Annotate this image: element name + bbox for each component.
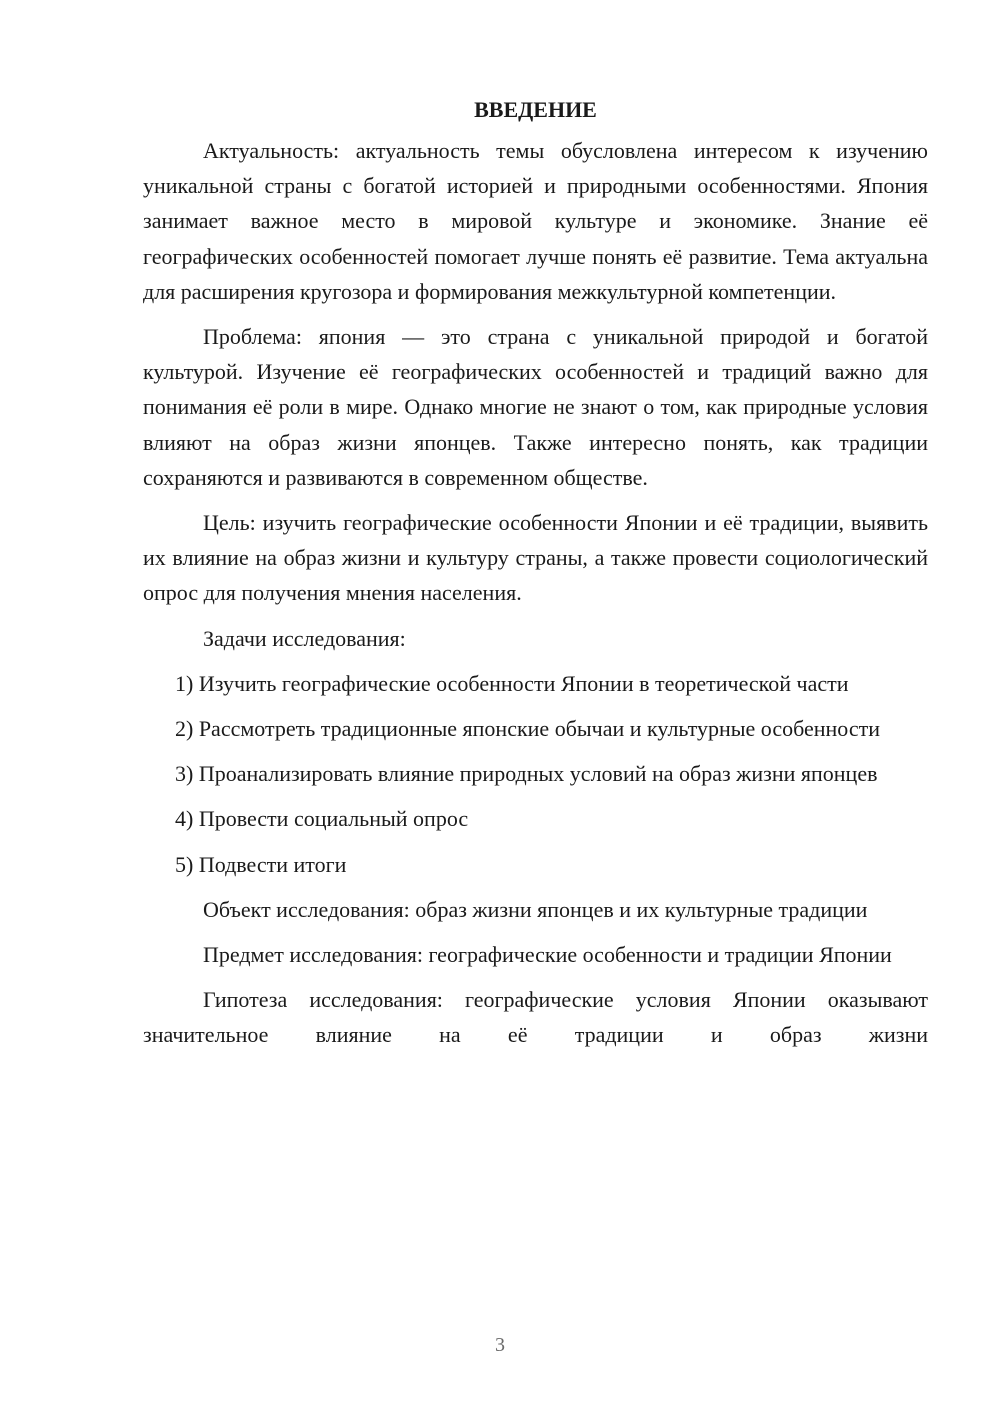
- tasks-heading: Задачи исследования:: [203, 625, 406, 651]
- paragraph-relevance: Актуальность: актуальность темы обусловлена интересом к изучению уникальной страны с богатой историей и природными особенностями. Япония занимает важное место в мировой культуре и экономике. Знание её географических особенностей помогает лучше понять её развитие. Тема актуальна для расширения кругозора и формирования межкультурной компетенции.: [143, 138, 928, 304]
- page-number: 3: [495, 1334, 505, 1356]
- paragraph-problem: Проблема: япония — это страна с уникальной природой и богатой культурой. Изучение её географических особенностей и традиций важно для понимания её роли в мире. Однако многие не знают о том, как природные условия влияют на образ жизни японцев. Также интересно понять, как традиции сохраняются и развиваются в современном обществе.: [143, 324, 928, 490]
- paragraph-object: Объект исследования: образ жизни японцев и их культурные традиции: [203, 896, 868, 922]
- document-page: [143, 92, 928, 1053]
- task-item-4: 4) Провести социальный опрос: [175, 806, 469, 832]
- paragraph-subject: Предмет исследования: географические особенности и традиции Японии: [203, 942, 892, 968]
- task-item-3: 3) Проанализировать влияние природных условий на образ жизни японцев: [175, 761, 878, 787]
- task-item-2: 2) Рассмотреть традиционные японские обычаи и культурные особенности: [175, 716, 880, 742]
- paragraph-hypothesis: Гипотеза исследования: географические условия Японии оказывают значительное влияние на её традиции и образ жизни: [143, 987, 928, 1048]
- section-title: ВВЕДЕНИЕ: [474, 97, 597, 122]
- task-item-1: 1) Изучить географические особенности Японии в теоретической части: [175, 670, 849, 696]
- task-item-5: 5) Подвести итоги: [175, 851, 347, 877]
- paragraph-goal: Цель: изучить географические особенности Японии и её традиции, выявить их влияние на образ жизни и культуру страны, а также провести социологический опрос для получения мнения населения.: [143, 510, 928, 606]
